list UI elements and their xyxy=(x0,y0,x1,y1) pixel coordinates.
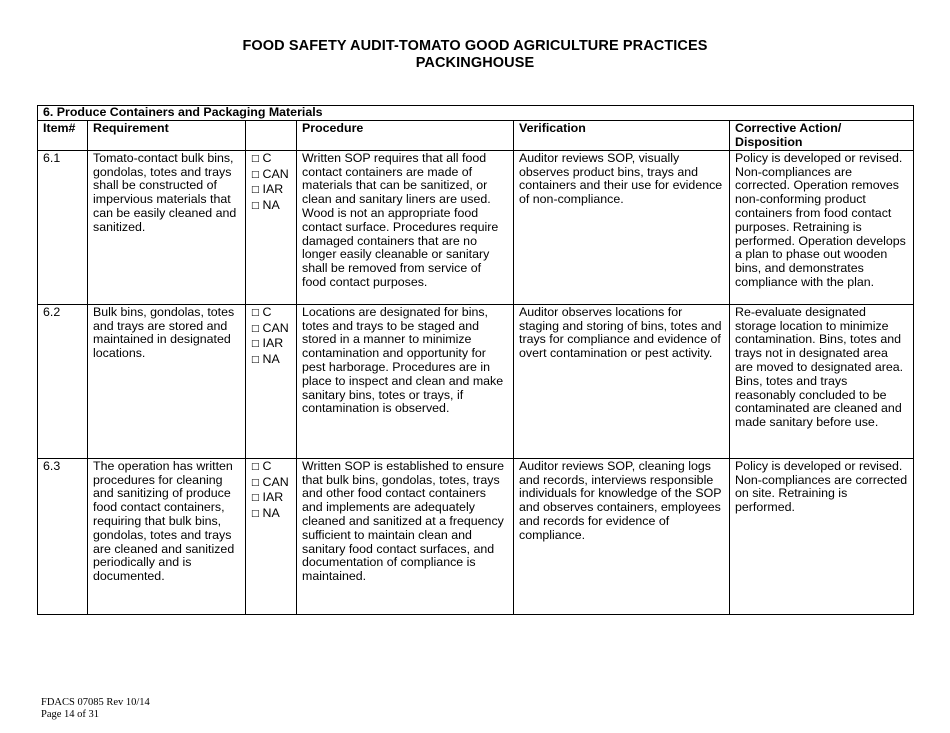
document-title-line2: PACKINGHOUSE xyxy=(415,55,535,71)
status-option-c[interactable]: □ C xyxy=(251,458,272,473)
corrective-action-cell: Policy is developed or revised. Non-compliances are corrected on site. Retraining is performed. xyxy=(730,458,914,614)
table-row xyxy=(38,458,914,614)
corrective-action-cell: Re-evaluate designated storage location to minimize contamination. Bins, totes and trays not in designated area are moved to designated area. Bins, totes and trays reasonably concluded to be contaminated are cleaned and made sanitary before use. xyxy=(730,304,914,458)
checkbox-icon: □ xyxy=(251,493,260,504)
checkbox-icon: □ xyxy=(251,355,260,366)
column-header-procedure: Procedure xyxy=(297,120,514,150)
column-header-row xyxy=(38,120,914,150)
procedure-cell: Written SOP requires that all food contact containers are made of materials that can be sanitized, or clean and sanitary liners are used. Wood is not an appropriate food contact surface. Procedures require damaged containers that are no longer easily cleanable or sanitary shall be removed from service of food contact purposes. xyxy=(297,150,514,304)
table-row xyxy=(38,150,914,304)
column-header-corrective-action: Corrective Action/ Disposition xyxy=(730,120,914,150)
section-title: 6. Produce Containers and Packaging Materials xyxy=(38,106,914,121)
checkbox-icon: □ xyxy=(251,339,260,350)
status-option-can[interactable]: □ CAN xyxy=(251,166,289,181)
status-option-iar[interactable]: □ IAR xyxy=(251,336,284,351)
checkbox-icon: □ xyxy=(251,477,260,488)
status-option-na[interactable]: □ NA xyxy=(251,198,280,213)
corrective-action-cell: Policy is developed or revised. Non-compliances are corrected. Operation removes non-conforming product containers from food contact purposes. Retraining is performed. Operation develops a plan to phase out wooden bins, and demonstrates compliance with the plan. xyxy=(730,150,914,304)
item-number: 6.1 xyxy=(38,150,88,304)
column-header-item: Item# xyxy=(38,120,88,150)
status-option-can[interactable]: □ CAN xyxy=(251,320,289,335)
requirement-cell: The operation has written procedures for cleaning and sanitizing of produce food contact containers, requiring that bulk bins, gondolas, totes and trays are cleaned and sanitized periodically and is documented. xyxy=(88,458,246,614)
page-number: Page 14 of 31 xyxy=(41,709,100,720)
checkbox-icon: □ xyxy=(251,461,260,472)
status-option-c[interactable]: □ C xyxy=(251,150,272,165)
status-checkboxes xyxy=(246,150,297,304)
table-row xyxy=(38,304,914,458)
checkbox-icon: □ xyxy=(251,169,260,180)
status-option-na[interactable]: □ NA xyxy=(251,352,280,367)
document-title-line1: FOOD SAFETY AUDIT-TOMATO GOOD AGRICULTURE PRACTICES xyxy=(242,38,708,54)
item-number: 6.2 xyxy=(38,304,88,458)
checkbox-icon: □ xyxy=(251,185,260,196)
column-header-verification: Verification xyxy=(514,120,730,150)
item-number: 6.3 xyxy=(38,458,88,614)
audit-table xyxy=(37,105,914,615)
column-header-requirement: Requirement xyxy=(88,120,246,150)
procedure-cell: Locations are designated for bins, totes and trays to be staged and stored in a manner to minimize contamination and opportunity for pest harborage. Procedures are in place to inspect and clean and make sanitary bins, totes or trays, if contamination is observed. xyxy=(297,304,514,458)
verification-cell: Auditor reviews SOP, cleaning logs and records, interviews responsible individuals for knowledge of the SOP and observes containers, employees and records for evidence of compliance. xyxy=(514,458,730,614)
status-option-c[interactable]: □ C xyxy=(251,304,272,319)
requirement-cell: Bulk bins, gondolas, totes and trays are stored and maintained in designated locations. xyxy=(88,304,246,458)
requirement-cell: Tomato-contact bulk bins, gondolas, totes and trays shall be constructed of impervious materials that can be easily cleaned and sanitized. xyxy=(88,150,246,304)
checkbox-icon: □ xyxy=(251,509,260,520)
status-option-can[interactable]: □ CAN xyxy=(251,474,289,489)
form-id: FDACS 07085 Rev 10/14 xyxy=(41,697,150,708)
status-checkboxes xyxy=(246,304,297,458)
checkbox-icon: □ xyxy=(251,323,260,334)
verification-cell: Auditor reviews SOP, visually observes product bins, trays and containers and their use for evidence of non-compliance. xyxy=(514,150,730,304)
procedure-cell: Written SOP is established to ensure that bulk bins, gondolas, totes, trays and other food contact containers and implements are adequately cleaned and sanitized at a frequency sufficient to maintain clean and sanitary food contact surfaces, and documentation of compliance is maintained. xyxy=(297,458,514,614)
status-option-iar[interactable]: □ IAR xyxy=(251,182,284,197)
checkbox-icon: □ xyxy=(251,307,260,318)
status-checkboxes xyxy=(246,458,297,614)
verification-cell: Auditor observes locations for staging and storing of bins, totes and trays for compliance and evidence of overt contamination or pest activity. xyxy=(514,304,730,458)
checkbox-icon: □ xyxy=(251,201,260,212)
status-option-iar[interactable]: □ IAR xyxy=(251,490,284,505)
column-header-status xyxy=(246,120,297,150)
status-option-na[interactable]: □ NA xyxy=(251,506,280,521)
section-header-row xyxy=(38,106,914,121)
checkbox-icon: □ xyxy=(251,153,260,164)
